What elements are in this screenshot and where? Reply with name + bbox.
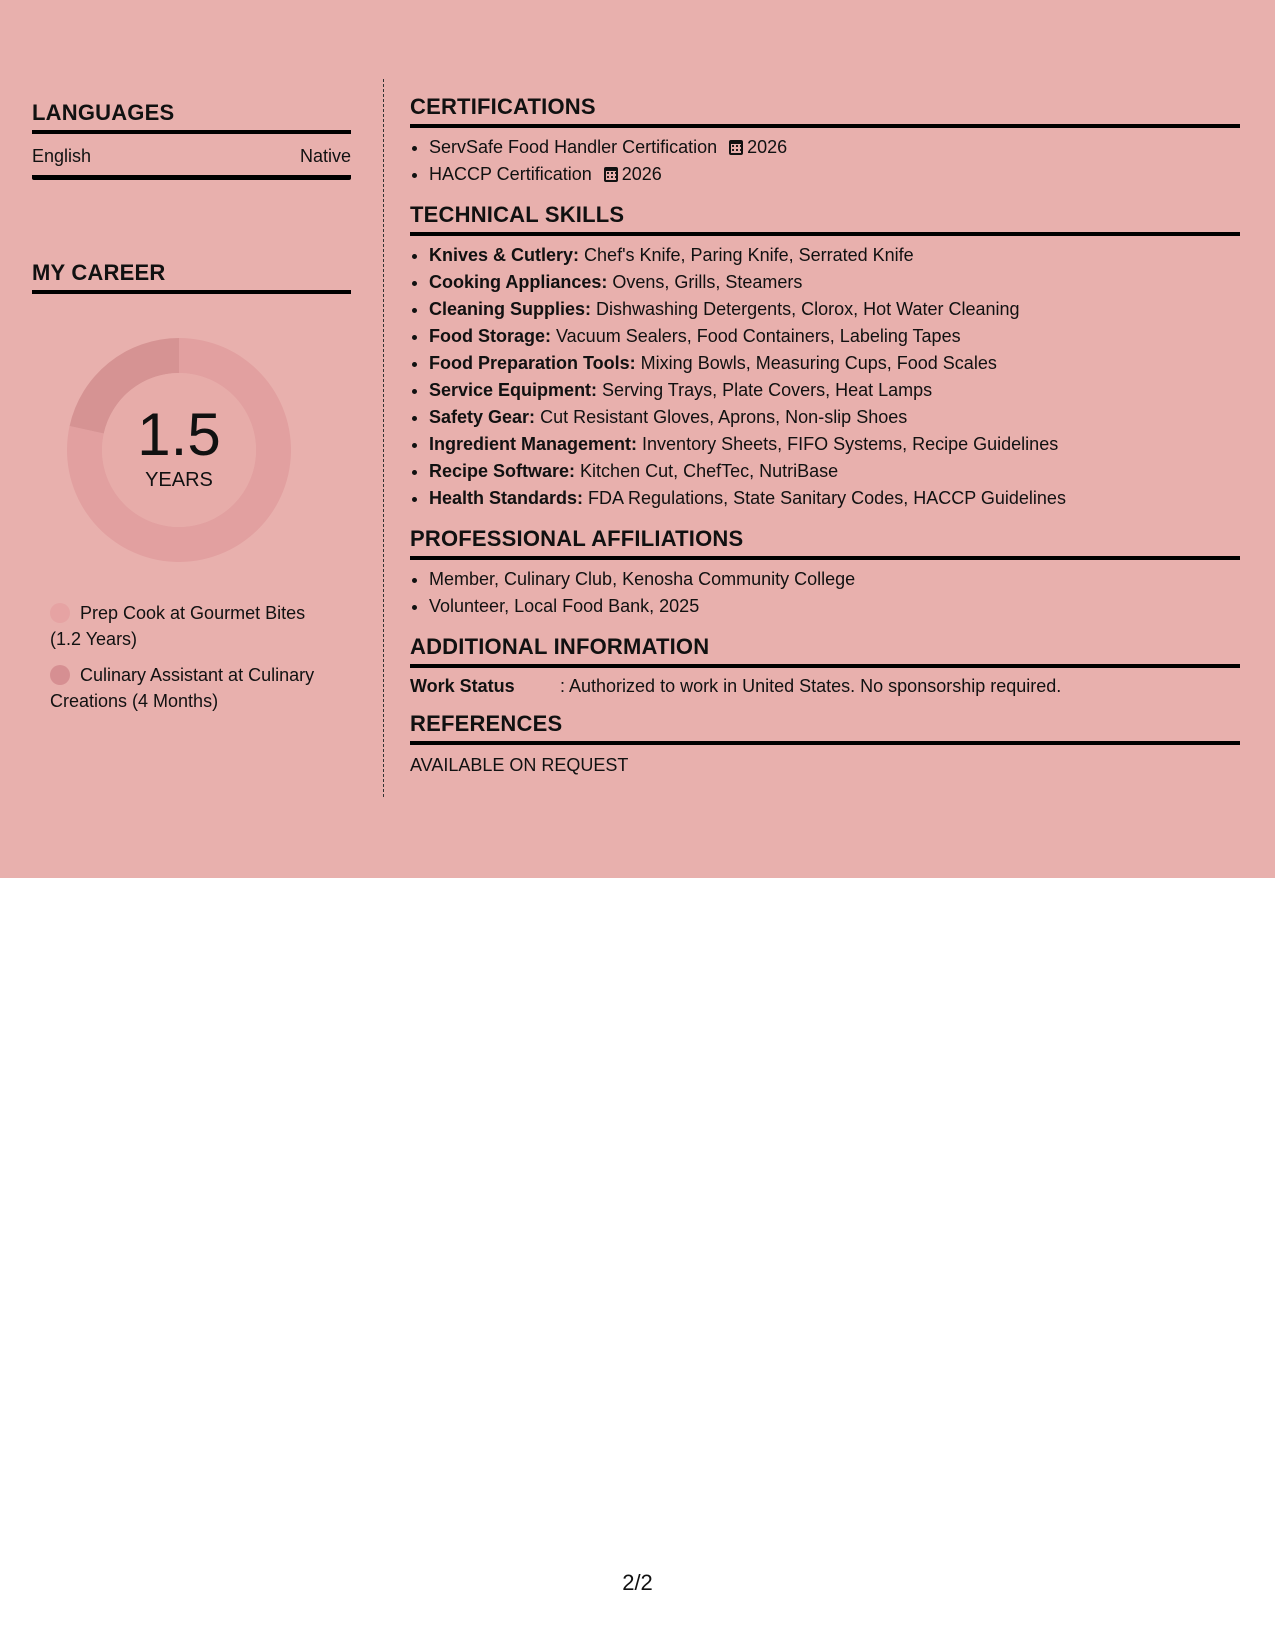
affiliations-list (410, 566, 1240, 620)
skill-item (429, 458, 1240, 485)
career-total-value: 1.5 (137, 400, 221, 468)
technical-skills-section (410, 202, 1240, 512)
certification-name: ServSafe Food Handler Certification (429, 137, 718, 157)
skill-item (429, 269, 1240, 296)
skill-label: Service Equipment: (429, 380, 598, 400)
skill-item (429, 242, 1240, 269)
certification-item (429, 134, 1240, 161)
legend-dot-icon (50, 665, 70, 685)
references-text: AVAILABLE ON REQUEST (410, 755, 629, 775)
skill-item (429, 296, 1240, 323)
skill-label: Food Preparation Tools: (429, 353, 636, 373)
right-column (410, 94, 1240, 790)
language-level: Native (299, 146, 351, 166)
skill-label: Cooking Appliances: (429, 272, 608, 292)
language-name: English (32, 146, 92, 166)
affiliations-title: PROFESSIONAL AFFILIATIONS (410, 526, 1240, 560)
skill-text: Ovens, Grills, Steamers (607, 272, 803, 292)
donut-center (67, 338, 291, 562)
certification-year: 2026 (621, 164, 662, 184)
work-status-row (410, 676, 1240, 697)
skill-item (429, 350, 1240, 377)
skill-text: Vacuum Sealers, Food Containers, Labeling Tapes (551, 326, 961, 346)
certifications-list (410, 134, 1240, 188)
work-status-value: : Authorized to work in United States. No sponsorship required. (560, 676, 1062, 696)
languages-title: LANGUAGES (32, 100, 351, 134)
skill-item (429, 404, 1240, 431)
certification-item (429, 161, 1240, 188)
skill-text: Mixing Bowls, Measuring Cups, Food Scales (635, 353, 997, 373)
legend-dot-icon (50, 603, 70, 623)
certifications-title: CERTIFICATIONS (410, 94, 1240, 128)
skill-label: Recipe Software: (429, 461, 576, 481)
certifications-section (410, 94, 1240, 188)
affiliations-section (410, 526, 1240, 620)
skill-text: Dishwashing Detergents, Clorox, Hot Water Cleaning (591, 299, 1020, 319)
column-divider (383, 79, 384, 797)
additional-info-title: ADDITIONAL INFORMATION (410, 634, 1240, 668)
skill-label: Ingredient Management: (429, 434, 638, 454)
certification-year: 2026 (747, 137, 788, 157)
career-legend-item (50, 600, 330, 652)
career-legend-label: Culinary Assistant at Culinary Creations (4 Months) (50, 665, 315, 711)
left-column (32, 100, 351, 724)
skill-text: Chef's Knife, Paring Knife, Serrated Knife (579, 245, 914, 265)
career-title: MY CAREER (32, 260, 351, 294)
skill-text: Serving Trays, Plate Covers, Heat Lamps (597, 380, 933, 400)
language-row (32, 134, 351, 180)
career-legend-label: Prep Cook at Gourmet Bites (1.2 Years) (50, 603, 306, 649)
affiliation-item: • Member, Culinary Club, Kenosha Community College (429, 566, 1240, 593)
technical-skills-list (410, 242, 1240, 512)
references-title: REFERENCES (410, 711, 1240, 745)
skill-label: Food Storage: (429, 326, 551, 346)
skill-text: Kitchen Cut, ChefTec, NutriBase (575, 461, 839, 481)
skill-text: Inventory Sheets, FIFO Systems, Recipe Guidelines (637, 434, 1059, 454)
career-total-unit: YEARS (145, 468, 213, 491)
skill-label: Knives & Cutlery: (429, 245, 580, 265)
skill-label: Cleaning Supplies: (429, 299, 592, 319)
skill-item (429, 485, 1240, 512)
references-section (410, 711, 1240, 776)
skill-item (429, 377, 1240, 404)
skill-item (429, 431, 1240, 458)
career-legend-item (50, 662, 330, 714)
additional-info-section (410, 634, 1240, 697)
skill-text: FDA Regulations, State Sanitary Codes, HACCP Guidelines (583, 488, 1066, 508)
affiliation-item: • Volunteer, Local Food Bank, 2025 (429, 593, 1240, 620)
calendar-icon (604, 167, 618, 182)
skill-item (429, 323, 1240, 350)
skill-text: Cut Resistant Gloves, Aprons, Non-slip Shoes (535, 407, 908, 427)
technical-skills-title: TECHNICAL SKILLS (410, 202, 1240, 236)
page-number: 2/2 (622, 1570, 653, 1595)
certification-name: HACCP Certification (429, 164, 592, 184)
skill-label: Health Standards: (429, 488, 584, 508)
calendar-icon (729, 140, 743, 155)
work-status-label: Work Status (410, 676, 515, 696)
skill-label: Safety Gear: (429, 407, 536, 427)
career-legend (50, 600, 330, 714)
career-donut-chart (67, 338, 291, 562)
